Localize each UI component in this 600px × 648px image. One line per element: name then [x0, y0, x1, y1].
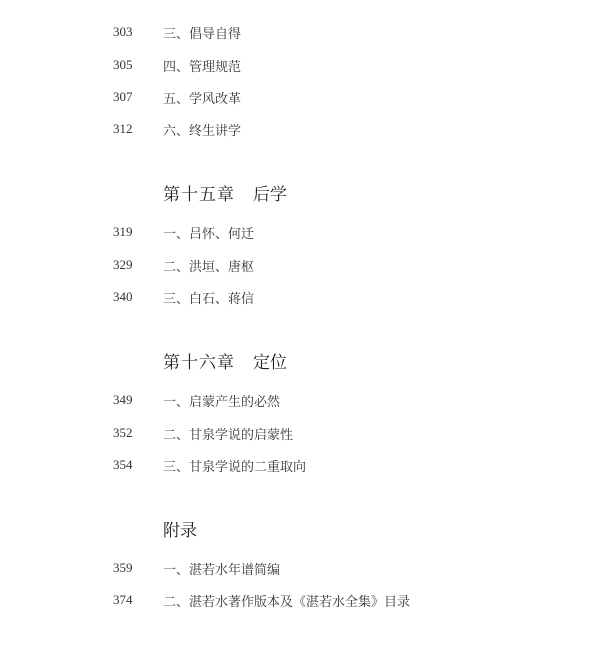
entry-title: 六、终生讲学 [163, 123, 242, 139]
page-number: 319 [113, 224, 133, 239]
entry-title: 二、洪垣、唐枢 [163, 259, 255, 275]
page-number: 312 [113, 121, 133, 136]
appendix-name: 附录 [163, 520, 197, 541]
chapter-number: 第十五章 [163, 184, 235, 205]
chapter-name: 定位 [253, 352, 287, 373]
page-number: 374 [113, 592, 133, 607]
entry-title: 一、启蒙产生的必然 [163, 394, 281, 410]
entry-title: 一、吕怀、何迁 [163, 226, 255, 242]
page-number: 329 [113, 257, 133, 272]
page-number: 307 [113, 89, 133, 104]
entry-title: 二、湛若水著作版本及《湛若水全集》目录 [163, 594, 411, 610]
page-number: 359 [113, 560, 133, 575]
entry-title: 四、管理规范 [163, 59, 242, 75]
page-number: 349 [113, 392, 133, 407]
page-number: 303 [113, 24, 133, 39]
page-number: 340 [113, 289, 133, 304]
page-number: 352 [113, 425, 133, 440]
page-number: 354 [113, 457, 133, 472]
page-number: 305 [113, 57, 133, 72]
entry-title: 三、白石、蒋信 [163, 291, 255, 307]
chapter-name: 后学 [253, 184, 287, 205]
chapter-number: 第十六章 [163, 352, 235, 373]
entry-title: 二、甘泉学说的启蒙性 [163, 427, 294, 443]
entry-title: 三、倡导自得 [163, 26, 242, 42]
entry-title: 三、甘泉学说的二重取向 [163, 459, 307, 475]
entry-title: 五、学风改革 [163, 91, 242, 107]
entry-title: 一、湛若水年谱简编 [163, 562, 281, 578]
